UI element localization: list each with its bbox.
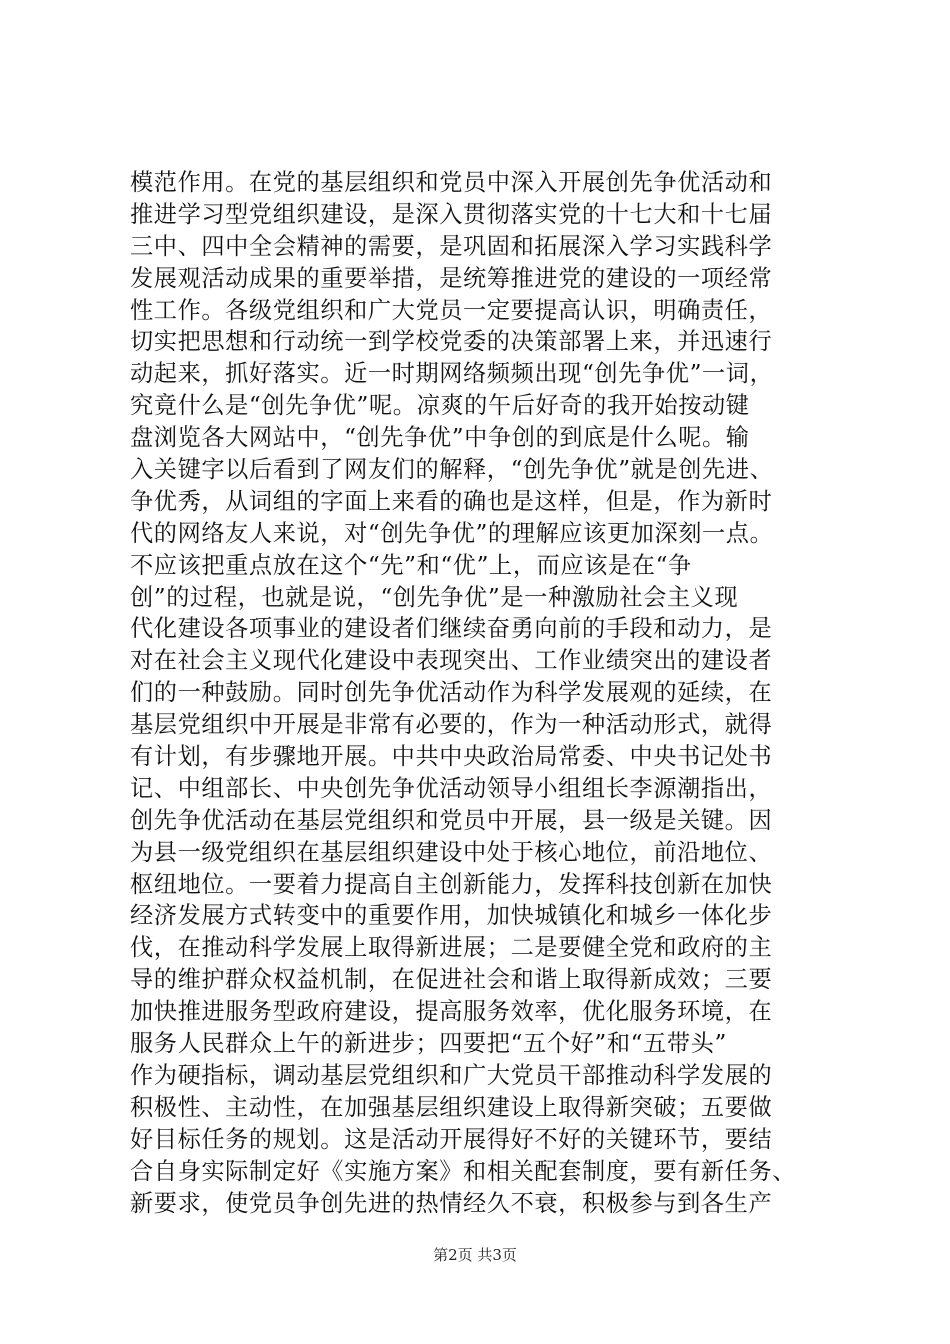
body-line: 创先争优活动在基层党组织和党员中开展，县一级是关键。因 (130, 806, 773, 834)
page-footer: 第2页 共3页 (433, 1246, 517, 1264)
body-line: 积极性、主动性，在加强基层组织建设上取得新突破；五要做 (130, 1093, 773, 1121)
body-line: 记、中组部长、中央创先争优活动领导小组组长李源潮指出， (130, 774, 773, 802)
body-text (130, 167, 850, 1219)
body-line: 发展观活动成果的重要举措，是统筹推进党的建设的一项经常 (130, 264, 773, 292)
body-line: 有计划，有步骤地开展。中共中央政治局常委、中央书记处书 (130, 743, 773, 771)
body-line: 枢纽地位。一要着力提高自主创新能力，发挥科技创新在加快 (130, 870, 773, 898)
body-line: 推进学习型党组织建设，是深入贯彻落实党的十七大和十七届 (130, 200, 773, 228)
body-line: 导的维护群众权益机制，在促进社会和谐上取得新成效；三要 (130, 966, 773, 994)
body-line: 服务人民群众上午的新进步；四要把“五个好”和“五带头” (130, 1030, 727, 1058)
body-line: 究竟什么是“创先争优”呢。凉爽的午后好奇的我开始按动键 (130, 392, 750, 420)
body-line: 对在社会主义现代化建设中表现突出、工作业绩突出的建设者 (130, 647, 773, 675)
body-line: 为县一级党组织在基层组织建设中处于核心地位，前沿地位、 (130, 838, 773, 866)
body-line: 经济发展方式转变中的重要作用，加快城镇化和城乡一体化步 (130, 902, 773, 930)
body-line: 伐，在推动科学发展上取得新进展；二是要健全党和政府的主 (130, 934, 773, 962)
body-line: 好目标任务的规划。这是活动开展得好不好的关键环节，要结 (130, 1125, 773, 1153)
body-line: 不应该把重点放在这个“先”和“优”上，而应该是在“争 (130, 551, 692, 579)
body-line: 三中、四中全会精神的需要，是巩固和拓展深入学习实践科学 (130, 232, 773, 260)
body-line: 入关键字以后看到了网友们的解释，“创先争优”就是创先进、 (130, 456, 774, 484)
body-line: 们的一种鼓励。同时创先争优活动作为科学发展观的延续，在 (130, 679, 773, 707)
body-line: 创”的过程，也就是说，“创先争优”是一种激励社会主义现 (130, 583, 739, 611)
body-line: 切实把思想和行动统一到学校党委的决策部署上来，并迅速行 (130, 328, 773, 356)
body-line: 代化建设各项事业的建设者们继续奋勇向前的手段和动力，是 (130, 615, 773, 643)
body-line: 动起来，抓好落实。近一时期网络频频出现“创先争优”一词， (130, 360, 774, 388)
body-line: 盘浏览各大网站中，“创先争优”中争创的到底是什么呢。输 (130, 424, 750, 452)
body-line: 代的网络友人来说，对“创先争优”的理解应该更加深刻一点。 (130, 519, 774, 547)
body-line: 基层党组织中开展是非常有必要的，作为一种活动形式，就得 (130, 711, 773, 739)
body-line: 争优秀，从词组的字面上来看的确也是这样，但是，作为新时 (130, 487, 773, 515)
body-line: 合自身实际制定好《实施方案》和相关配套制度，要有新任务、 (130, 1157, 797, 1185)
body-line: 模范作用。在党的基层组织和党员中深入开展创先争优活动和 (130, 169, 773, 196)
body-line: 加快推进服务型政府建设，提高服务效率，优化服务环境，在 (130, 998, 773, 1026)
body-line: 新要求，使党员争创先进的热情经久不衰，积极参与到各生产 (130, 1189, 773, 1217)
body-line: 性工作。各级党组织和广大党员一定要提高认识，明确责任， (130, 296, 773, 324)
body-line: 作为硬指标，调动基层党组织和广大党员干部推动科学发展的 (130, 1061, 773, 1089)
